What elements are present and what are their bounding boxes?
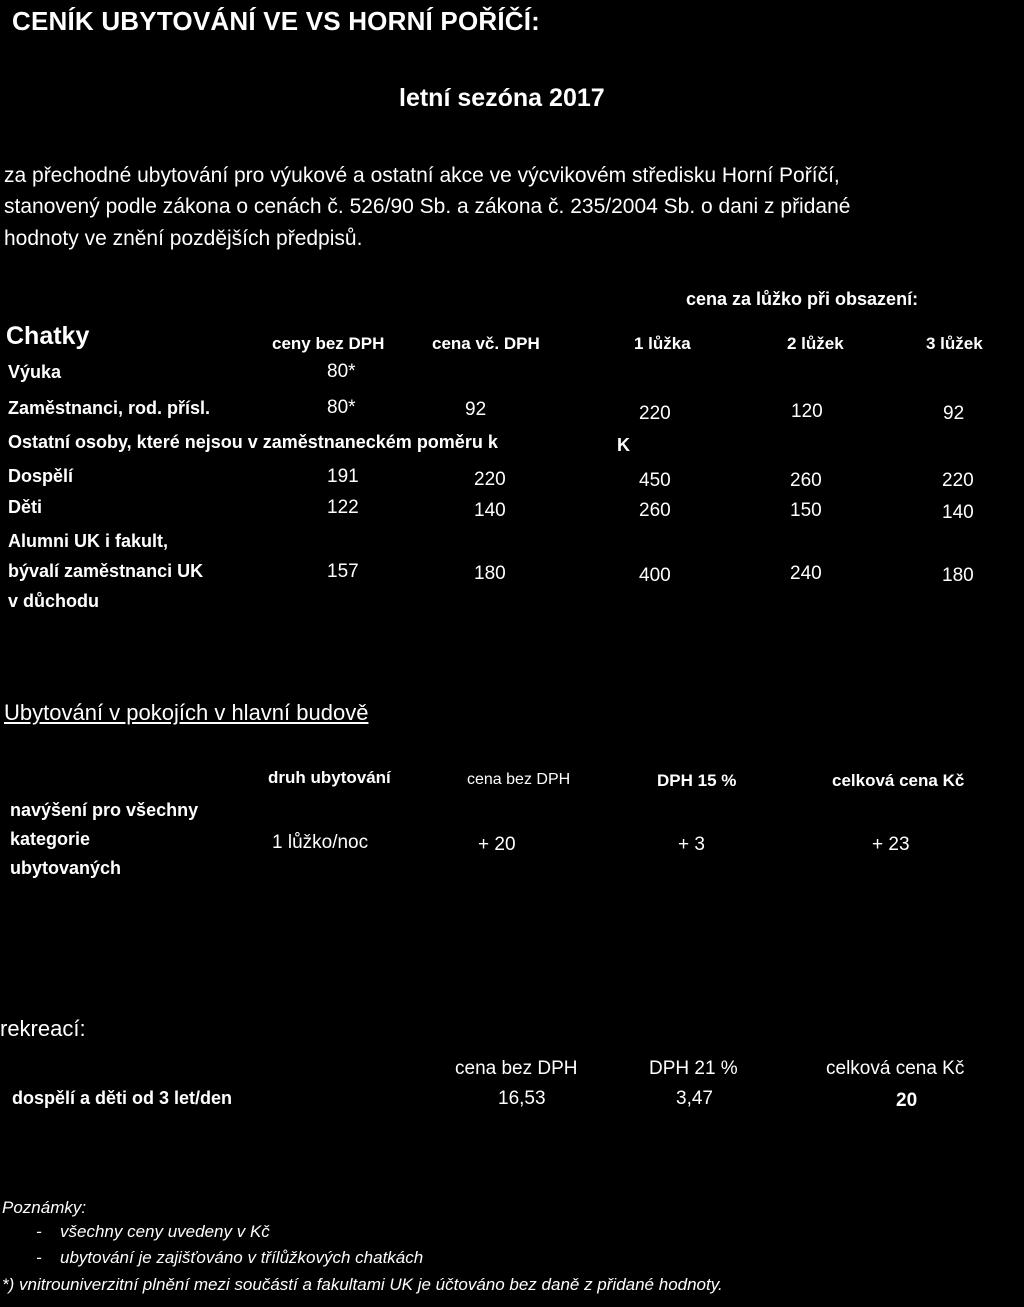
note-dash-2: - — [36, 1248, 42, 1267]
rooms-label-1: navýšení pro všechny — [10, 800, 199, 820]
ostatni-extra: K — [617, 435, 630, 455]
deti-1-luzka: 260 — [639, 500, 671, 521]
dospeli-vc-dph: 220 — [474, 469, 506, 490]
season-subtitle: letní sezóna 2017 — [399, 84, 605, 112]
dospeli-bez-dph: 191 — [327, 466, 359, 487]
rooms-total: + 23 — [872, 834, 910, 855]
chatky-heading: Chatky — [6, 322, 90, 350]
row-label-ostatni: Ostatní osoby, které nejsou v zaměstnaneckém poměru k — [8, 432, 498, 452]
recreation-row-label: dospělí a děti od 3 let/den — [12, 1088, 233, 1108]
row-label-alumni-2: bývalí zaměstnanci UK — [8, 561, 204, 581]
col-cena-vc-dph: cena vč. DPH — [432, 334, 540, 353]
deti-3-luzek: 140 — [942, 502, 974, 523]
col-2-luzek: 2 lůžek — [787, 334, 844, 353]
rooms-col-dph: DPH 15 % — [657, 771, 737, 790]
intro-line-2: stanovený podle zákona o cenách č. 526/90 Sb. a zákona č. 235/2004 Sb. o dani z přidané — [4, 195, 851, 218]
rooms-col-bez-dph: cena bez DPH — [467, 771, 571, 788]
note-item-2: ubytování je zajišťováno v třílůžkových chatkách — [60, 1248, 424, 1267]
recreation-total: 20 — [896, 1090, 918, 1111]
rooms-type: 1 lůžko/noc — [272, 832, 369, 853]
row-label-zamestnanci: Zaměstnanci, rod. přísl. — [8, 398, 211, 418]
alumni-1-luzka: 400 — [639, 565, 671, 586]
recreation-col-dph: DPH 21 % — [649, 1058, 738, 1079]
rooms-dph: + 3 — [678, 834, 705, 855]
deti-vc-dph: 140 — [474, 500, 506, 521]
zamestnanci-vc-dph: 92 — [465, 399, 487, 420]
recreation-bez-dph: 16,53 — [498, 1088, 546, 1109]
deti-bez-dph: 122 — [327, 497, 359, 518]
zamestnanci-2-luzek: 120 — [791, 401, 823, 422]
footnote: *) vnitrouniverzitní plnění mezi součástí a fakultami UK je účtováno bez daně z přidané hodnoty. — [2, 1275, 723, 1294]
vyuka-bez-dph: 80* — [327, 361, 356, 382]
rooms-label-3: ubytovaných — [10, 858, 122, 878]
row-label-vyuka: Výuka — [8, 362, 62, 382]
rooms-bez-dph: + 20 — [478, 834, 516, 855]
zamestnanci-1-luzka: 220 — [639, 403, 671, 424]
intro-line-1: za přechodné ubytování pro výukové a ostatní akce ve výcvikovém středisku Horní Poříčí, — [4, 164, 840, 187]
alumni-bez-dph: 157 — [327, 561, 359, 582]
col-1-luzka: 1 lůžka — [634, 334, 691, 353]
alumni-vc-dph: 180 — [474, 563, 506, 584]
page-title: CENÍK UBYTOVÁNÍ VE VS HORNÍ POŘÍČÍ: — [12, 6, 541, 36]
rooms-heading: Ubytování v pokojích v hlavní budově — [4, 700, 369, 725]
rooms-col-total: celková cena Kč — [832, 771, 965, 790]
deti-2-luzek: 150 — [790, 500, 822, 521]
recreation-heading: rekreací: — [0, 1016, 86, 1041]
alumni-3-luzek: 180 — [942, 565, 974, 586]
col-3-luzek: 3 lůžek — [926, 334, 983, 353]
notes-heading: Poznámky: — [2, 1198, 87, 1217]
rooms-col-druh: druh ubytování — [268, 768, 391, 787]
dospeli-3-luzek: 220 — [942, 470, 974, 491]
recreation-dph: 3,47 — [676, 1088, 713, 1109]
dospeli-2-luzek: 260 — [790, 470, 822, 491]
note-item-1: všechny ceny uvedeny v Kč — [60, 1222, 270, 1241]
recreation-col-bez-dph: cena bez DPH — [455, 1058, 578, 1079]
intro-line-3: hodnoty ve znění pozdějších předpisů. — [4, 227, 363, 250]
row-label-dospeli: Dospělí — [8, 466, 74, 486]
recreation-col-total: celková cena Kč — [826, 1058, 965, 1079]
col-ceny-bez-dph: ceny bez DPH — [272, 334, 385, 353]
note-dash-1: - — [36, 1222, 42, 1241]
dospeli-1-luzka: 450 — [639, 470, 671, 491]
zamestnanci-3-luzek: 92 — [943, 403, 965, 424]
row-label-alumni-3: v důchodu — [8, 591, 99, 611]
row-label-alumni-1: Alumni UK i fakult, — [8, 531, 169, 551]
rooms-label-2: kategorie — [10, 829, 91, 849]
row-label-deti: Děti — [8, 497, 43, 517]
alumni-2-luzek: 240 — [790, 563, 822, 584]
zamestnanci-bez-dph: 80* — [327, 397, 356, 418]
occupancy-header: cena za lůžko při obsazení: — [686, 289, 919, 309]
